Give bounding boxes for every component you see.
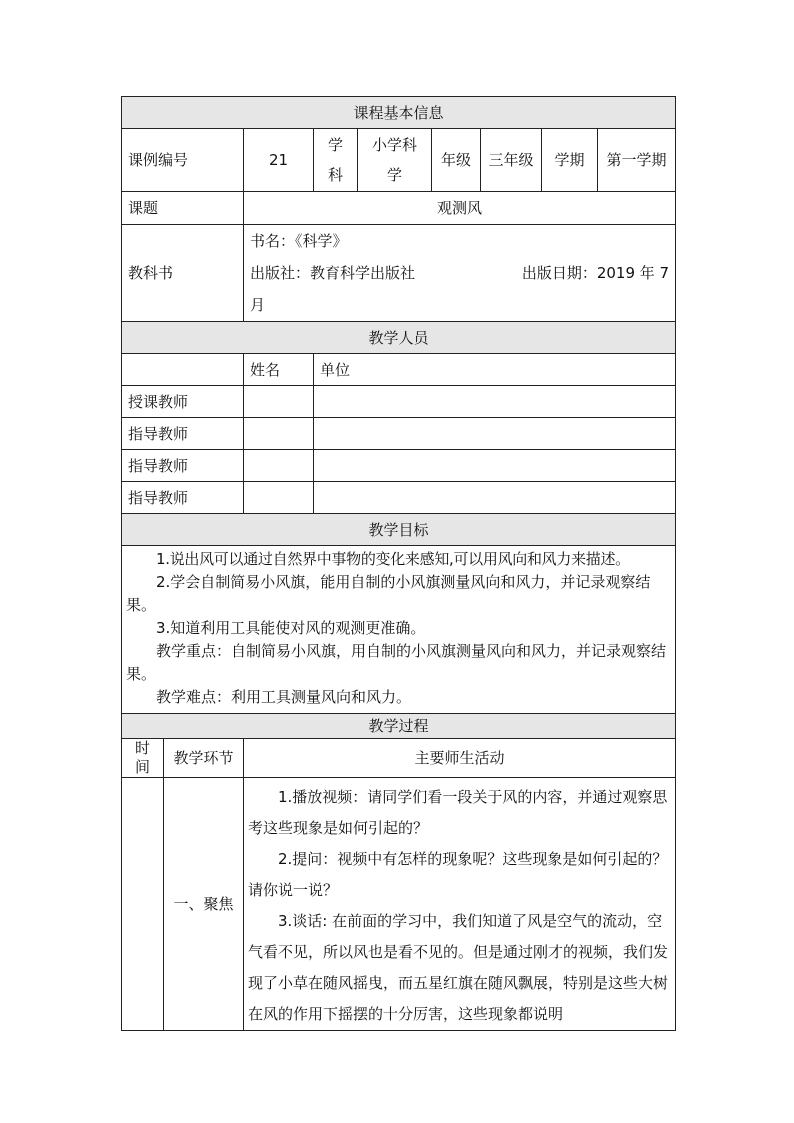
textbook-label: 教科书 <box>122 225 244 322</box>
grade-value: 三年级 <box>481 129 542 192</box>
stage-col-header: 教学环节 <box>164 739 244 778</box>
section-header-staff: 教学人员 <box>122 322 676 354</box>
subject-value: 小学科 学 <box>358 129 432 192</box>
staff-unit-cell <box>314 418 676 450</box>
row-case-info <box>122 129 676 192</box>
staff-name-cell <box>244 450 314 482</box>
staff-header-row <box>122 354 676 386</box>
staff-row <box>122 482 676 514</box>
subject-label: 学 科 <box>314 129 358 192</box>
goals-content <box>122 546 676 714</box>
goal-item: 3.知道利用工具能使对风的观测更准确。 <box>156 619 426 637</box>
staff-row <box>122 386 676 418</box>
activity-col-header: 主要师生活动 <box>244 739 676 778</box>
pub-date-continued: 月 <box>250 296 266 314</box>
time-cell <box>122 778 164 1031</box>
goal-item: 1.说出风可以通过自然界中事物的变化来感知,可以用风向和风力来描述。 <box>156 550 630 568</box>
section-header-process: 教学过程 <box>122 714 676 739</box>
activity-item: 3.谈话: 在前面的学习中，我们知道了风是空气的流动，空气看不见，所以风也是看不见的。但是通过刚才的视频，我们发现了小草在随风摇曳，而五星红旗在随风飘展，特别是这些大树在风的作用下摇摆的十分厉害，这些现象都说明 <box>248 912 669 1023</box>
section-header-basic-info: 课程基本信息 <box>122 97 676 129</box>
section-row-staff <box>122 322 676 354</box>
section-row-goals <box>122 514 676 546</box>
row-topic <box>122 192 676 225</box>
publisher-line <box>250 257 669 289</box>
activity-cell <box>244 778 676 1031</box>
pub-date: 出版日期：2019 年 7 <box>521 264 670 282</box>
staff-name-cell <box>244 418 314 450</box>
process-row <box>122 778 676 1031</box>
case-no-value: 21 <box>244 129 314 192</box>
staff-name-cell <box>244 482 314 514</box>
lesson-plan-sheet <box>121 96 675 1031</box>
term-label: 学期 <box>542 129 598 192</box>
staff-name-cell <box>244 386 314 418</box>
section-row-basic-info <box>122 97 676 129</box>
goal-key-point: 教学重点：自制简易小风旗，用自制的小风旗测量风向和风力，并记录观察结果。 <box>126 642 667 683</box>
staff-unit-cell <box>314 482 676 514</box>
staff-role: 授课教师 <box>122 386 244 418</box>
goals-row <box>122 546 676 714</box>
staff-unit-cell <box>314 450 676 482</box>
lesson-plan-table <box>121 96 676 1031</box>
staff-unit-header: 单位 <box>314 354 676 386</box>
activity-item: 1.播放视频：请同学们看一段关于风的内容，并通过观察思考这些现象是如何引起的？ <box>248 788 668 837</box>
staff-row <box>122 418 676 450</box>
staff-role: 指导教师 <box>122 418 244 450</box>
section-row-process <box>122 714 676 739</box>
topic-label: 课题 <box>122 192 244 225</box>
goal-item: 2.学会自制简易小风旗，能用自制的小风旗测量风向和风力，并记录观察结果。 <box>126 573 651 614</box>
stage-cell: 一、聚焦 <box>164 778 244 1031</box>
staff-row <box>122 450 676 482</box>
topic-value: 观测风 <box>244 192 676 225</box>
textbook-info <box>244 225 676 322</box>
row-textbook <box>122 225 676 322</box>
case-no-label: 课例编号 <box>122 129 244 192</box>
staff-role: 指导教师 <box>122 450 244 482</box>
activity-item: 2.提问：视频中有怎样的现象呢？这些现象是如何引起的？请你说一说？ <box>248 850 668 899</box>
goal-difficulty: 教学难点：利用工具测量风向和风力。 <box>156 688 412 706</box>
staff-name-header: 姓名 <box>244 354 314 386</box>
process-header-row <box>122 739 676 778</box>
staff-role-header <box>122 354 244 386</box>
publisher: 出版社：教育科学出版社 <box>250 264 416 282</box>
grade-label: 年级 <box>432 129 481 192</box>
time-col-header: 时 间 <box>122 739 164 778</box>
section-header-goals: 教学目标 <box>122 514 676 546</box>
staff-unit-cell <box>314 386 676 418</box>
term-value: 第一学期 <box>598 129 676 192</box>
staff-role: 指导教师 <box>122 482 244 514</box>
book-name: 书名：《科学》 <box>250 232 348 250</box>
